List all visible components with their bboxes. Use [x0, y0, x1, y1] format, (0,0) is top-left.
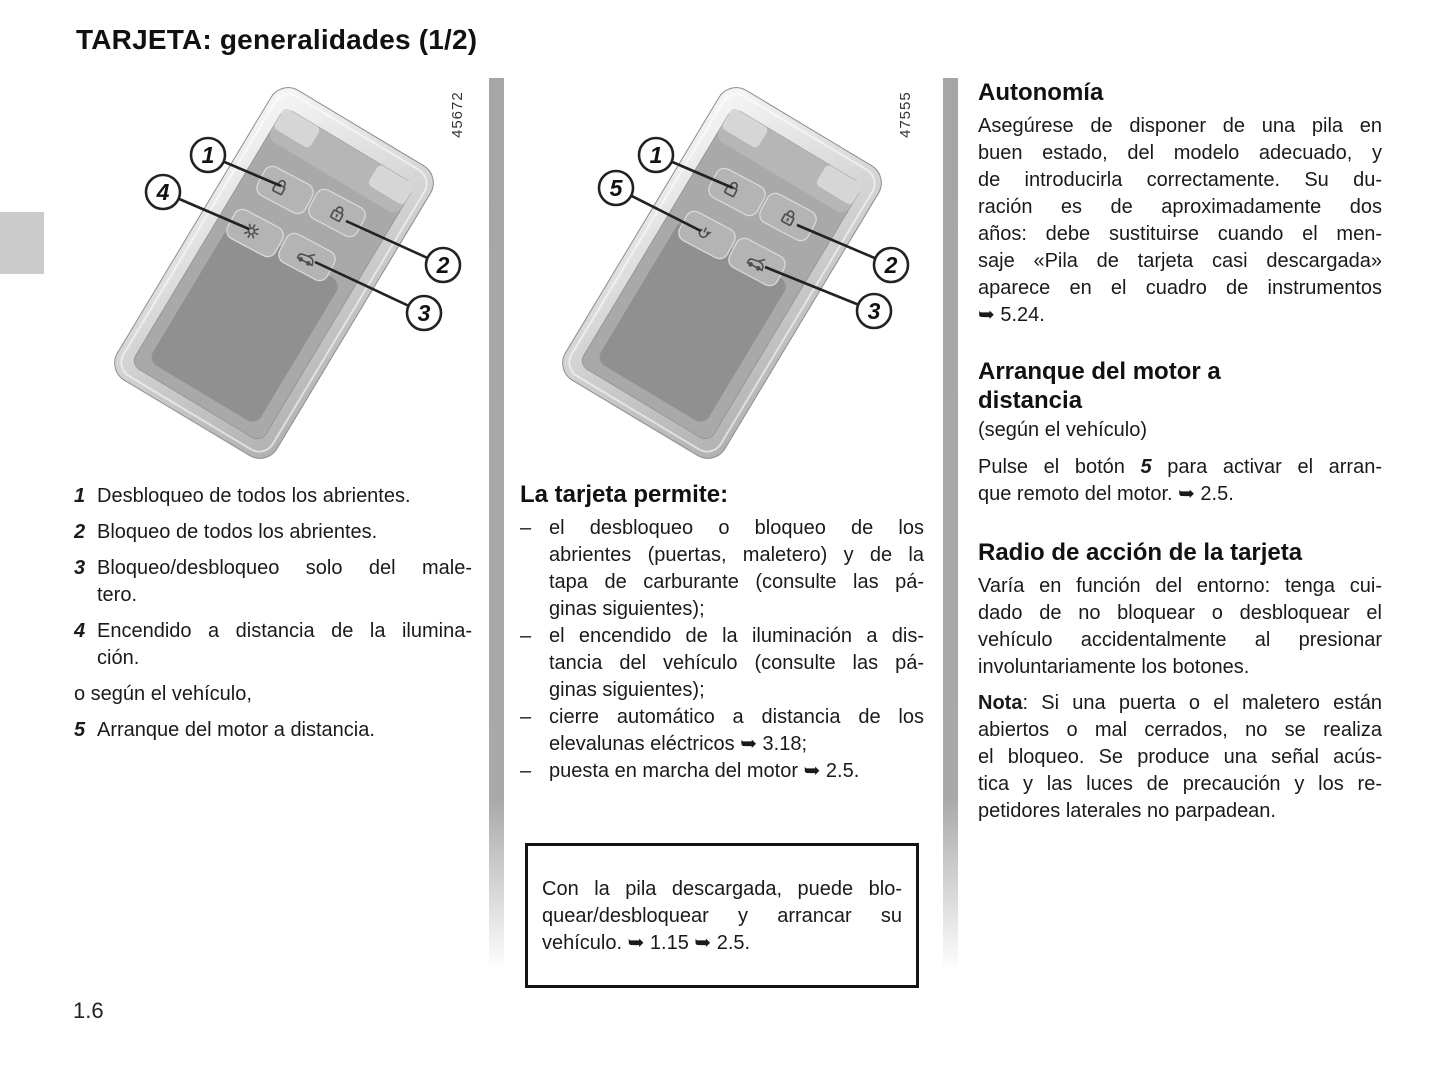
section-subheading: (según el vehículo) [978, 419, 1147, 441]
legend-item-text: Bloqueo de todos los abrientes. [97, 521, 378, 543]
note-box-text: Con la pila descargada, puede blo- quear/desbloquear y arrancar su vehículo. ➥ 1.15 ➥ 2.5. [542, 878, 902, 954]
legend-item-text: Encendido a distancia de la ilumina- ción. [97, 620, 472, 669]
callout-number-3: 3 [417, 300, 431, 326]
section-heading: Arranque del motor a distancia [978, 358, 1221, 414]
legend-item-number: 1 [74, 485, 86, 507]
legend-item-4 [74, 618, 472, 672]
legend-item-text: Desbloqueo de todos los abrientes. [97, 485, 411, 507]
legend-item-3 [74, 555, 472, 609]
chapter-edge-tab [0, 212, 44, 274]
bullet-dash: – [520, 625, 532, 647]
section-paragraph: Pulse el botón 5 para activar el arran- que remoto del motor. ➥ 2.5. [978, 456, 1382, 505]
callout-number-2: 2 [884, 252, 898, 278]
section-paragraph: Varía en función del entorno: tenga cui- dado de no bloquear o desbloquear el vehículo accidentalmente al presionar involuntariamente los botones. [978, 575, 1382, 678]
card-functions-column [520, 481, 924, 785]
page-title: TARJETA: generalidades (1/2) [76, 24, 478, 55]
dead-battery-note-box [525, 843, 919, 988]
column-divider-bar [943, 78, 958, 980]
legend-item-number: 5 [74, 719, 86, 741]
legend-item-number: 3 [74, 557, 86, 579]
legend-item-number: 2 [74, 521, 86, 543]
callout-number-5: 5 [609, 175, 623, 201]
legend-item-5 [74, 717, 472, 744]
figure-reference-number: 45672 [449, 91, 466, 138]
bullet-text: el desbloqueo o bloqueo de los abrientes (puertas, maletero) y de la tapa de carburante (consulte las pá- ginas siguientes); [549, 517, 924, 620]
callout-number-2: 2 [436, 252, 450, 278]
legend-item-1 [74, 483, 472, 510]
section-autonomia [978, 78, 1382, 329]
bullet-item [520, 704, 924, 758]
callout-number-4: 4 [156, 179, 170, 205]
legend-item-text: Arranque del motor a distancia. [97, 719, 375, 741]
legend-item-number: 4 [74, 620, 86, 642]
callout-number-1: 1 [649, 142, 663, 168]
section-radio-accion [978, 538, 1382, 825]
bullet-dash: – [520, 760, 532, 782]
keycard-body [555, 80, 889, 466]
bullet-dash: – [520, 517, 532, 539]
keycard-figure-remote-start [526, 80, 926, 472]
legend-item-text: o según el vehículo, [74, 683, 252, 705]
info-column [978, 78, 1382, 825]
column-divider-bar [489, 78, 504, 980]
legend-column [74, 483, 472, 753]
bullet-text: el encendido de la iluminación a dis- tancia del vehículo (consulte las pá- ginas siguientes); [549, 625, 924, 701]
section-paragraph: Asegúrese de disponer de una pila en buen estado, del modelo adecuado, y de introducirla correctamente. Su du- ración es de aproximadamente dos años: debe sustituirse cuando el men- saje «Pila de tarjeta casi descargada» aparece en el cuadro de instrumentos ➥ 5.24. [978, 115, 1382, 326]
callout-number-3: 3 [867, 298, 881, 324]
bullet-dash: – [520, 706, 532, 728]
page-number: 1.6 [73, 998, 104, 1023]
keycard-figure-4-buttons [78, 80, 478, 472]
section-heading: Radio de acción de la tarjeta [978, 539, 1303, 566]
legend-item-variant [74, 681, 472, 708]
bullet-item [520, 758, 924, 785]
section-paragraph-nota: Nota: Si una puerta o el maletero están abiertos o mal cerrados, no se realiza el bloqueo. Se produce una señal acús- tica y las luces de precaución y los re- petidores laterales no parpadean. [978, 692, 1382, 822]
bullet-item [520, 515, 924, 623]
bullet-text: cierre automático a distancia de los elevalunas eléctricos ➥ 3.18; [549, 706, 924, 755]
section-arranque-distancia [978, 357, 1382, 508]
card-functions-heading: La tarjeta permite: [520, 481, 729, 508]
bullet-text: puesta en marcha del motor ➥ 2.5. [549, 760, 860, 782]
figure-reference-number: 47555 [897, 91, 914, 138]
callout-number-1: 1 [201, 142, 215, 168]
keycard-body [107, 80, 441, 466]
bullet-item [520, 623, 924, 704]
legend-item-2 [74, 519, 472, 546]
section-heading: Autonomía [978, 79, 1104, 106]
legend-item-text: Bloqueo/desbloqueo solo del male- tero. [97, 557, 472, 606]
